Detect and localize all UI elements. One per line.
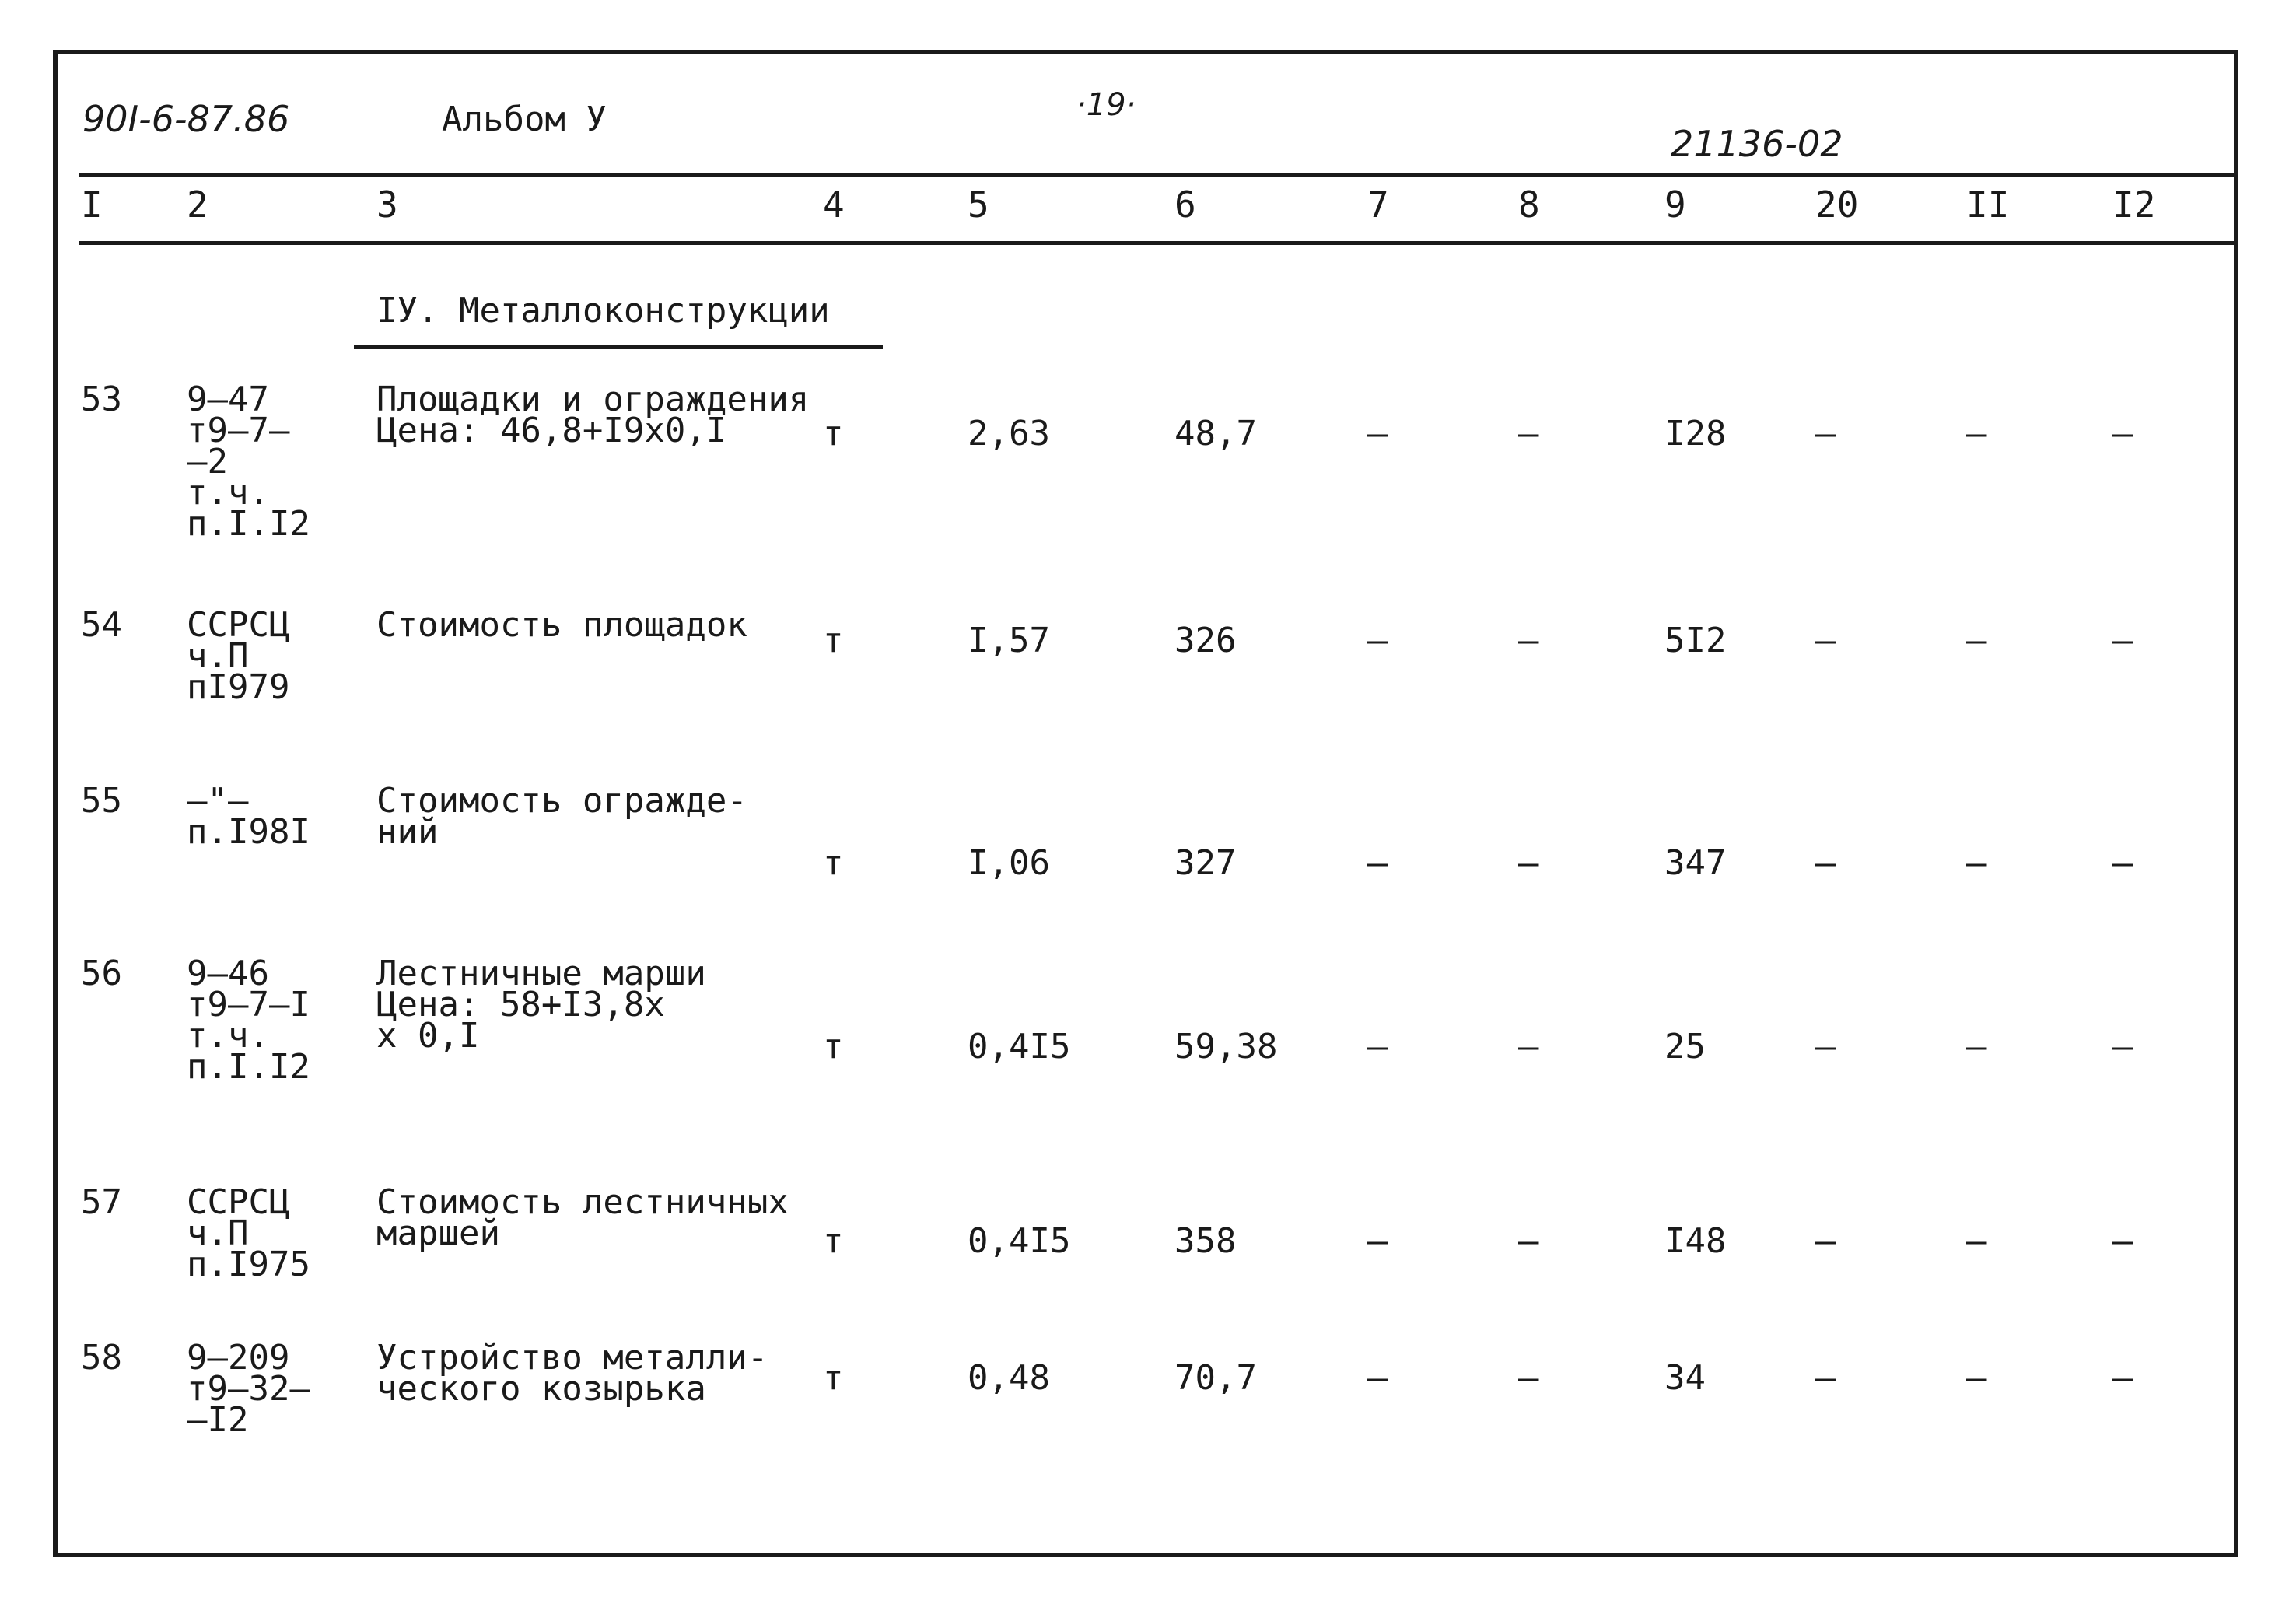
reference-cell: 9–209 т9–32– –I2 xyxy=(187,1338,310,1440)
column-header-2: 2 xyxy=(187,184,208,226)
document-code: 90I-6-87.86 xyxy=(82,98,290,140)
col-9-cell: 347 xyxy=(1664,843,1727,883)
col-12-cell: – xyxy=(2112,621,2133,660)
col-11-cell: – xyxy=(1966,843,1987,883)
col-20-cell: – xyxy=(1815,1358,1836,1398)
column-header-9: 9 xyxy=(1664,184,1686,226)
quantity-cell: I,06 xyxy=(968,843,1050,883)
col-7-cell: – xyxy=(1367,621,1388,660)
column-header-1: I xyxy=(81,184,103,226)
col-8-cell: – xyxy=(1518,1358,1539,1398)
album-label: Альбом У xyxy=(442,100,607,139)
col-9-cell: I28 xyxy=(1664,414,1727,453)
col-7-cell: – xyxy=(1367,1358,1388,1398)
row-number-cell: 53 xyxy=(81,380,122,419)
col-20-cell: – xyxy=(1815,1027,1836,1066)
column-header-4: 4 xyxy=(823,184,845,226)
unit-price-cell: 326 xyxy=(1174,621,1237,660)
col-11-cell: – xyxy=(1966,1027,1987,1066)
col-7-cell: – xyxy=(1367,414,1388,453)
col-11-cell: – xyxy=(1966,621,1987,660)
col-8-cell: – xyxy=(1518,621,1539,660)
col-12-cell: – xyxy=(2112,843,2133,883)
col-8-cell: – xyxy=(1518,414,1539,453)
col-12-cell: – xyxy=(2112,1358,2133,1398)
col-12-cell: – xyxy=(2112,1027,2133,1066)
header-rule-bottom xyxy=(79,241,2237,245)
col-8-cell: – xyxy=(1518,1221,1539,1261)
unit-price-cell: 358 xyxy=(1174,1221,1237,1261)
quantity-cell: 0,4I5 xyxy=(968,1027,1071,1066)
description-cell: Стоимость огражде- ний xyxy=(376,781,747,852)
column-header-5: 5 xyxy=(968,184,989,226)
section-title: IУ. Металлоконструкции xyxy=(376,291,830,331)
reference-cell: 9–46 т9–7–I т.ч. п.I.I2 xyxy=(187,954,310,1087)
quantity-cell: 2,63 xyxy=(968,414,1050,453)
col-9-cell: 25 xyxy=(1664,1027,1706,1066)
column-header-3: 3 xyxy=(376,184,398,226)
column-header-8: 8 xyxy=(1518,184,1540,226)
quantity-cell: 0,4I5 xyxy=(968,1221,1071,1261)
col-9-cell: 5I2 xyxy=(1664,621,1727,660)
col-20-cell: – xyxy=(1815,414,1836,453)
col-9-cell: 34 xyxy=(1664,1358,1706,1398)
row-number-cell: 55 xyxy=(81,781,122,821)
unit-cell: т xyxy=(823,1221,844,1261)
col-12-cell: – xyxy=(2112,414,2133,453)
col-7-cell: – xyxy=(1367,843,1388,883)
drawing-number: 21136-02 xyxy=(1671,123,1843,165)
header-rule-top xyxy=(79,173,2237,177)
col-8-cell: – xyxy=(1518,1027,1539,1066)
unit-cell: т xyxy=(823,414,844,453)
description-cell: Лестничные марши Цена: 58+I3,8x x 0,I xyxy=(376,954,706,1056)
row-number-cell: 58 xyxy=(81,1338,122,1378)
col-20-cell: – xyxy=(1815,621,1836,660)
unit-cell: т xyxy=(823,1027,844,1066)
column-header-12: I2 xyxy=(2112,184,2156,226)
row-number-cell: 57 xyxy=(81,1182,122,1222)
row-number-cell: 54 xyxy=(81,605,122,645)
col-11-cell: – xyxy=(1966,414,1987,453)
col-8-cell: – xyxy=(1518,843,1539,883)
column-header-11: II xyxy=(1966,184,2010,226)
col-20-cell: – xyxy=(1815,843,1836,883)
section-underline xyxy=(354,345,883,349)
column-header-7: 7 xyxy=(1367,184,1389,226)
unit-price-cell: 48,7 xyxy=(1174,414,1257,453)
quantity-cell: I,57 xyxy=(968,621,1050,660)
col-12-cell: – xyxy=(2112,1221,2133,1261)
col-11-cell: – xyxy=(1966,1221,1987,1261)
unit-price-cell: 327 xyxy=(1174,843,1237,883)
description-cell: Устройство металли- ческого козырька xyxy=(376,1338,768,1409)
col-7-cell: – xyxy=(1367,1221,1388,1261)
reference-cell: ССРСЦ ч.П пI979 xyxy=(187,605,290,707)
description-cell: Площадки и ограждения Цена: 46,8+I9x0,I xyxy=(376,380,810,450)
col-11-cell: – xyxy=(1966,1358,1987,1398)
page-mark: ·19· xyxy=(1076,87,1136,123)
description-cell: Стоимость лестничных маршей xyxy=(376,1182,789,1253)
unit-cell: т xyxy=(823,621,844,660)
column-header-6: 6 xyxy=(1174,184,1196,226)
col-20-cell: – xyxy=(1815,1221,1836,1261)
quantity-cell: 0,48 xyxy=(968,1358,1050,1398)
unit-price-cell: 70,7 xyxy=(1174,1358,1257,1398)
reference-cell: 9–47 т9–7– –2 т.ч. п.I.I2 xyxy=(187,380,310,544)
unit-cell: т xyxy=(823,843,844,883)
unit-price-cell: 59,38 xyxy=(1174,1027,1278,1066)
reference-cell: ССРСЦ ч.П п.I975 xyxy=(187,1182,310,1284)
row-number-cell: 56 xyxy=(81,954,122,993)
col-7-cell: – xyxy=(1367,1027,1388,1066)
unit-cell: т xyxy=(823,1358,844,1398)
col-9-cell: I48 xyxy=(1664,1221,1727,1261)
description-cell: Стоимость площадок xyxy=(376,605,747,645)
column-header-10: 20 xyxy=(1815,184,1859,226)
reference-cell: –"– п.I98I xyxy=(187,781,310,852)
